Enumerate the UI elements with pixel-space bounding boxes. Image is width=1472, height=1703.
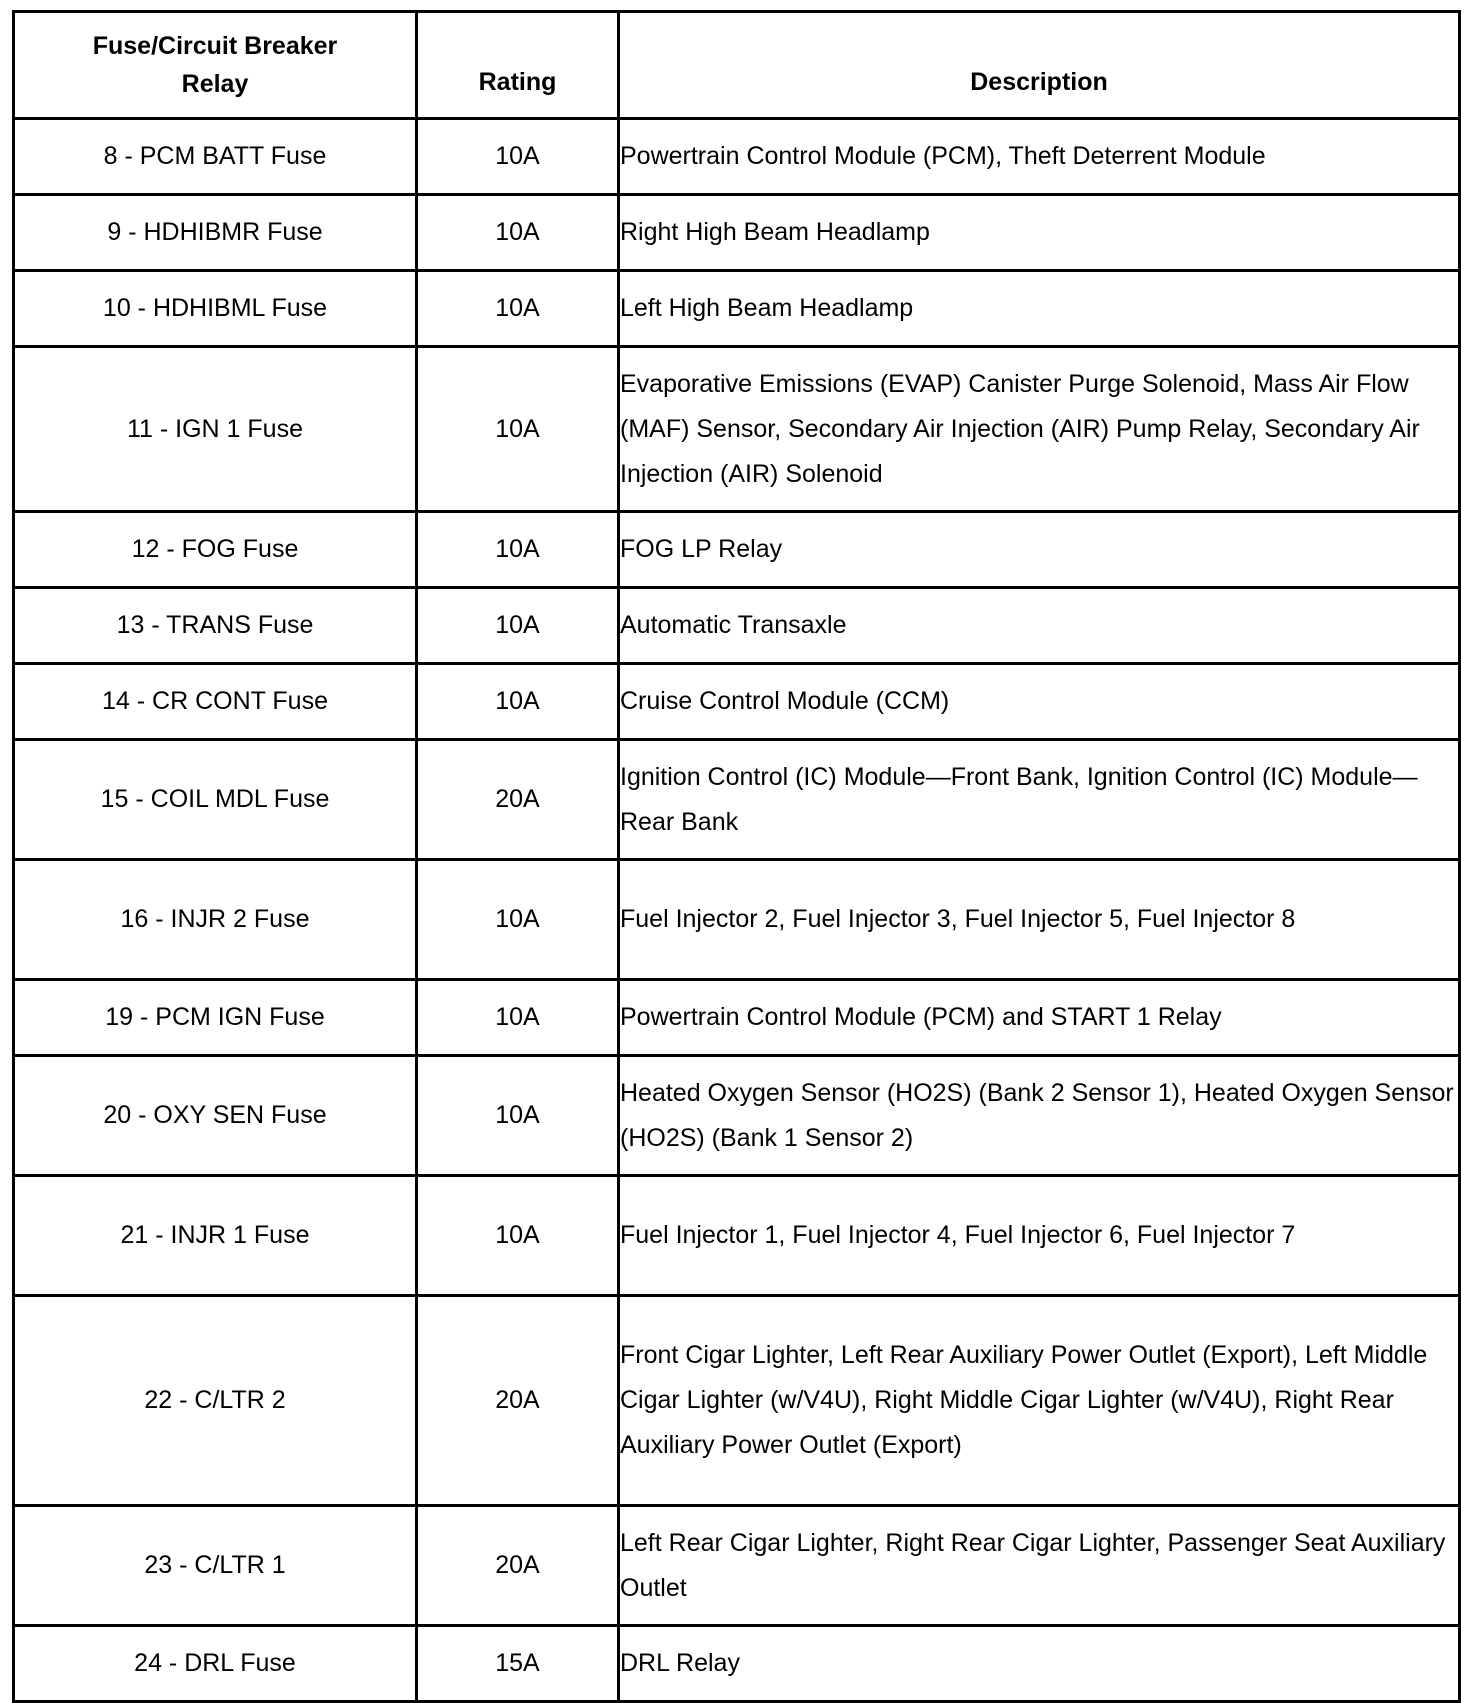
table-row <box>14 1296 1460 1506</box>
rating-cell: 10A <box>417 860 619 980</box>
table-row <box>14 1626 1460 1702</box>
fuse-cell: 10 - HDHIBML Fuse <box>14 271 417 347</box>
rating-cell: 10A <box>417 512 619 588</box>
table-row <box>14 1176 1460 1296</box>
table-row <box>14 664 1460 740</box>
table-row <box>14 195 1460 271</box>
fuse-cell: 19 - PCM IGN Fuse <box>14 980 417 1056</box>
table-row <box>14 119 1460 195</box>
table-row <box>14 980 1460 1056</box>
rating-cell: 10A <box>417 119 619 195</box>
fuse-cell: 16 - INJR 2 Fuse <box>14 860 417 980</box>
description-cell: FOG LP Relay <box>619 512 1460 588</box>
description-cell: Evaporative Emissions (EVAP) Canister Purge Solenoid, Mass Air Flow (MAF) Sensor, Secondary Air Injection (AIR) Pump Relay, Secondary Air Injection (AIR) Solenoid <box>619 347 1460 512</box>
rating-cell: 10A <box>417 271 619 347</box>
description-cell: Fuel Injector 2, Fuel Injector 3, Fuel Injector 5, Fuel Injector 8 <box>619 860 1460 980</box>
table-header <box>14 12 1460 119</box>
table-row <box>14 1056 1460 1176</box>
rating-cell: 10A <box>417 347 619 512</box>
fuse-cell: 22 - C/LTR 2 <box>14 1296 417 1506</box>
table-row <box>14 588 1460 664</box>
description-cell: Powertrain Control Module (PCM) and START 1 Relay <box>619 980 1460 1056</box>
fuse-cell: 13 - TRANS Fuse <box>14 588 417 664</box>
rating-cell: 10A <box>417 1056 619 1176</box>
table-row <box>14 512 1460 588</box>
rating-cell: 20A <box>417 1296 619 1506</box>
fuse-cell: 9 - HDHIBMR Fuse <box>14 195 417 271</box>
header-rating: Rating <box>417 12 619 119</box>
description-cell: Fuel Injector 1, Fuel Injector 4, Fuel Injector 6, Fuel Injector 7 <box>619 1176 1460 1296</box>
fuse-cell: 15 - COIL MDL Fuse <box>14 740 417 860</box>
description-cell: Cruise Control Module (CCM) <box>619 664 1460 740</box>
fuse-cell: 8 - PCM BATT Fuse <box>14 119 417 195</box>
fuse-cell: 24 - DRL Fuse <box>14 1626 417 1702</box>
fuse-cell: 23 - C/LTR 1 <box>14 1506 417 1626</box>
description-cell: Left High Beam Headlamp <box>619 271 1460 347</box>
fuse-table <box>12 10 1461 1703</box>
rating-cell: 10A <box>417 1176 619 1296</box>
fuse-cell: 20 - OXY SEN Fuse <box>14 1056 417 1176</box>
fuse-cell: 21 - INJR 1 Fuse <box>14 1176 417 1296</box>
fuse-cell: 14 - CR CONT Fuse <box>14 664 417 740</box>
description-cell: Ignition Control (IC) Module—Front Bank, Ignition Control (IC) Module—Rear Bank <box>619 740 1460 860</box>
fuse-cell: 11 - IGN 1 Fuse <box>14 347 417 512</box>
table-row <box>14 347 1460 512</box>
description-cell: Front Cigar Lighter, Left Rear Auxiliary Power Outlet (Export), Left Middle Cigar Lighter (w/V4U), Right Middle Cigar Lighter (w/V4U), Right Rear Auxiliary Power Outlet (Export) <box>619 1296 1460 1506</box>
table-row <box>14 740 1460 860</box>
rating-cell: 10A <box>417 195 619 271</box>
fuse-cell: 12 - FOG Fuse <box>14 512 417 588</box>
description-cell: Right High Beam Headlamp <box>619 195 1460 271</box>
table-row <box>14 271 1460 347</box>
rating-cell: 20A <box>417 740 619 860</box>
description-cell: Left Rear Cigar Lighter, Right Rear Cigar Lighter, Passenger Seat Auxiliary Outlet <box>619 1506 1460 1626</box>
table-body <box>14 119 1460 1702</box>
header-fuse-line2: Relay <box>181 70 249 98</box>
header-row <box>14 12 1460 119</box>
description-cell: Powertrain Control Module (PCM), Theft Deterrent Module <box>619 119 1460 195</box>
rating-cell: 10A <box>417 588 619 664</box>
description-cell: DRL Relay <box>619 1626 1460 1702</box>
rating-cell: 15A <box>417 1626 619 1702</box>
header-description: Description <box>619 12 1460 119</box>
table-row <box>14 860 1460 980</box>
description-cell: Automatic Transaxle <box>619 588 1460 664</box>
header-fuse <box>14 12 417 119</box>
description-cell: Heated Oxygen Sensor (HO2S) (Bank 2 Sensor 1), Heated Oxygen Sensor (HO2S) (Bank 1 Sensor 2) <box>619 1056 1460 1176</box>
header-fuse-line1: Fuse/Circuit Breaker <box>92 32 338 60</box>
rating-cell: 20A <box>417 1506 619 1626</box>
rating-cell: 10A <box>417 980 619 1056</box>
rating-cell: 10A <box>417 664 619 740</box>
table-row <box>14 1506 1460 1626</box>
